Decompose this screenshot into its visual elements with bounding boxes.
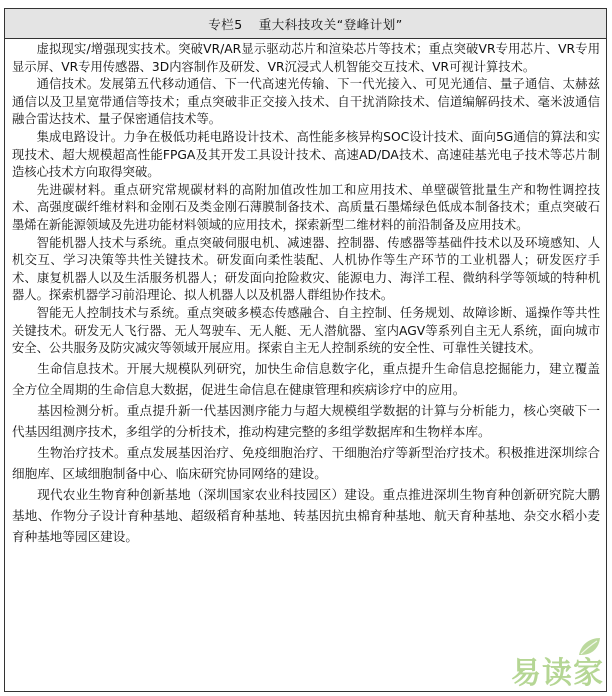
paragraph-gene-detection: 基因检测分析。重点提升新一代基因测序能力与超大规模组学数据的计算与分析能力，核心突破下一代基因组测序技术，多组学的分析技术，推动构建完整的多组学数据库和生物样本库。 (12, 402, 600, 439)
watermark-text: 易读家 (511, 656, 604, 691)
feature-box (4, 8, 607, 692)
paragraph-life-information: 生命信息技术。开展大规模队列研究，加快生命信息数字化，重点提升生命信息挖掘能力，建立覆盖全方位全周期的生命信息大数据，促进生命信息在健康管理和疾病诊疗中的应用。 (12, 360, 600, 397)
paragraph-carbon-materials: 先进碳材料。重点研究常规碳材料的高附加值改性加工和应用技术、单壁碳管批量生产和物性调控技术、高强度碳纤维材料和金刚石及类金刚石薄膜制备技术、高质量石墨烯绿色低成本制备技术；重点突破石墨烯在新能源领域及先进功能材料领域的应用技术，探索新型二维材料的前沿制备及应用技术。 (12, 182, 600, 232)
paragraph-bio-therapy: 生物治疗技术。重点发展基因治疗、免疫细胞治疗、干细胞治疗等新型治疗技术。积极推进深圳综合细胞库、区域细胞制备中心、临床研究协同网络的建设。 (12, 444, 600, 481)
paragraph-ic-design: 集成电路设计。力争在极低功耗电路设计技术、高性能多核异构SOC设计技术、面向5G通信的算法和实现技术、超大规模超高性能FPGA及其开发工具设计技术、高速AD/DA技术、高速硅基光电子技术等芯片制造核心技术方向取得突破。 (12, 129, 600, 180)
box-body (5, 39, 606, 547)
box-label: 专栏5 (208, 16, 243, 32)
box-header (5, 9, 606, 39)
paragraph-robotics: 智能机器人技术与系统。重点突破伺服电机、减速器、控制器、传感器等基础件技术以及环境感知、人机交互、学习决策等共性关键技术。研发面向柔性装配、人机协作等生产环节的工业机器人；研发医疗手术、康复机器人以及生活服务机器人；研发面向抢险救灾、能源电力、海洋工程、微纳科学等领域的特种机器人。探索机器学习前沿理论、拟人机器人以及机器人群组协作技术。 (12, 235, 600, 303)
paragraph-agri-breeding: 现代农业生物育种创新基地（深圳国家农业科技园区）建设。重点推进深圳生物育种创新研究院大鹏基地、作物分子设计育种基地、超级稻育种基地、转基因抗虫棉育种基地、航天育种基地、杂交水稻小麦育种基地等园区建设。 (12, 486, 600, 544)
box-title: 重大科技攻关“登峰计划” (258, 16, 403, 32)
paragraph-communication: 通信技术。发展第五代移动通信、下一代高速光传输、下一代光接入、可见光通信、量子通信、太赫兹通信以及卫星宽带通信等技术；重点突破非正交接入技术、自干扰消除技术、信道编解码技术、毫米波通信融合雷达技术、量子保密通信技术等。 (12, 77, 600, 127)
paragraph-unmanned-control: 智能无人控制技术与系统。重点突破多模态传感融合、自主控制、任务规划、故障诊断、遥操作等共性关键技术。研发无人飞行器、无人驾驶车、无人艇、无人潜航器、室内AGV等系列自主无人系统，面向城市安全、公共服务及防灾减灾等领域开展应用。探索自主无人控制系统的安全性、可靠性关键技术。 (12, 305, 600, 356)
paragraph-vr-ar: 虚拟现实/增强现实技术。突破VR/AR显示驱动芯片和渲染芯片等技术；重点突破VR专用芯片、VR专用显示屏、VR专用传感器、3D内容制作及研发、VR沉浸式人机智能交互技术、VR可视计算技术。 (12, 42, 600, 74)
